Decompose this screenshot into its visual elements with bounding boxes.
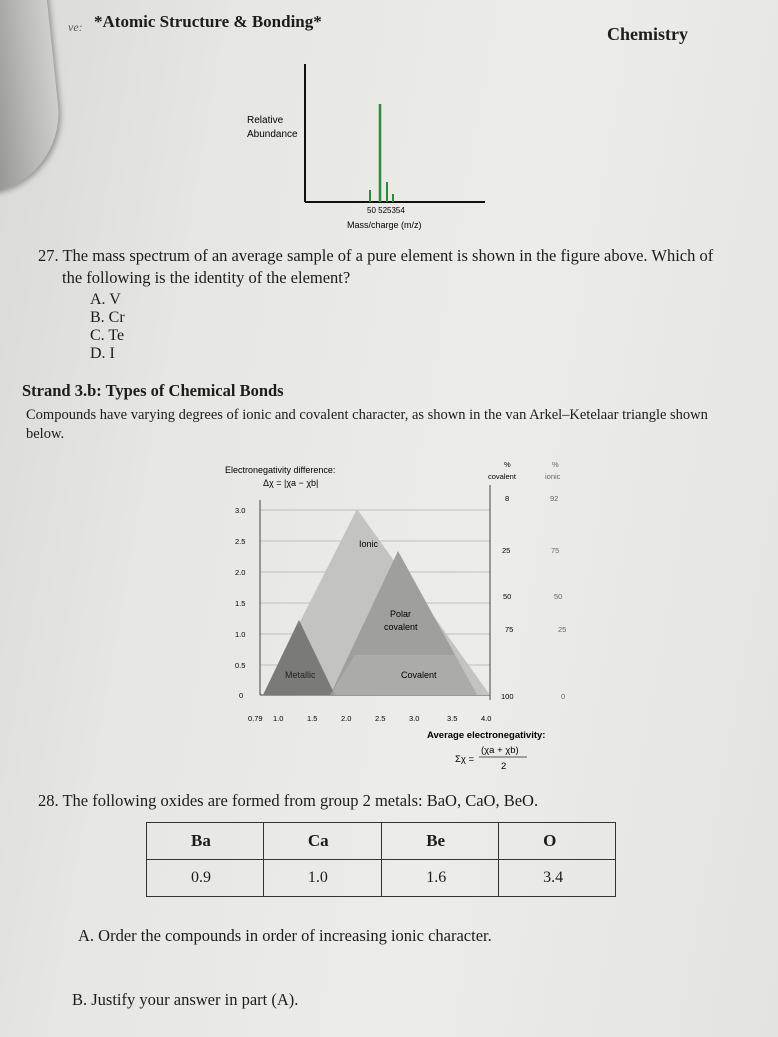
strand-heading: Strand 3.b: Types of Chemical Bonds xyxy=(22,381,284,400)
x-tick-0.79: 0.79 xyxy=(248,714,263,723)
label-polar-2: covalent xyxy=(384,622,418,632)
strand-intro: Compounds have varying degrees of ionic and covalent character, as shown in the van Arkel–Ketelaar triangle shown below. xyxy=(26,407,708,442)
label-metallic: Metallic xyxy=(285,670,316,680)
header-o: O xyxy=(499,823,616,860)
ionic-pct-50: 50 xyxy=(554,592,563,601)
covalent-pct-50: 50 xyxy=(503,592,512,601)
question-27-line-1: 27. The mass spectrum of an average sample of a pure element is shown in the figure above. Which of xyxy=(38,246,714,265)
option-d: D. I xyxy=(90,345,115,362)
header-be: Be xyxy=(382,823,499,860)
ionic-pct-92: 92 xyxy=(550,494,559,503)
y-tick-1.0: 1.0 xyxy=(235,630,246,639)
x-tick-1.5: 1.5 xyxy=(307,714,318,723)
y-tick-0.5: 0.5 xyxy=(235,661,246,670)
question-27-line-2: the following is the identity of the element? xyxy=(62,268,351,287)
question-27 xyxy=(38,245,738,289)
table-header-row xyxy=(147,823,616,860)
question-28-part-b: B. Justify your answer in part (A). xyxy=(72,990,299,1009)
covalent-pct-100: 100 xyxy=(501,692,514,701)
x-tick-3.5: 3.5 xyxy=(447,714,458,723)
y-tick-2.0: 2.0 xyxy=(235,568,246,577)
question-27-options xyxy=(90,291,125,363)
spectrum-y-label-2: Abundance xyxy=(247,129,298,140)
question-28-part-a: A. Order the compounds in order of increasing ionic character. xyxy=(78,926,492,945)
mass-spectrum-figure xyxy=(230,58,500,238)
covalent-pct-25: 25 xyxy=(502,546,511,555)
label-polar-1: Polar xyxy=(390,609,412,619)
x-tick-1.0: 1.0 xyxy=(273,714,284,723)
value-o: 3.4 xyxy=(499,860,616,897)
question-28: 28. The following oxides are formed from group 2 metals: BaO, CaO, BeO. xyxy=(38,791,539,810)
header-prefix: ve: xyxy=(68,20,83,34)
option-b: B. Cr xyxy=(90,309,125,326)
subject-label: Chemistry xyxy=(607,24,688,44)
ionic-header-2: ionic xyxy=(545,472,561,481)
ionic-header-1: % xyxy=(552,460,559,469)
covalent-header-2: covalent xyxy=(488,472,516,481)
ionic-pct-75: 75 xyxy=(551,546,560,555)
header-ba: Ba xyxy=(147,823,264,860)
x-formula-num: (χa + χb) xyxy=(481,745,519,756)
value-ca: 1.0 xyxy=(263,860,381,897)
ionic-pct-0: 0 xyxy=(561,692,566,701)
x-tick-3.0: 3.0 xyxy=(409,714,420,723)
triangle-y-formula: Δχ = |χa − χb| xyxy=(263,478,319,488)
covalent-pct-75: 75 xyxy=(505,625,514,634)
worksheet-title: *Atomic Structure & Bonding* xyxy=(94,12,322,31)
y-tick-1.5: 1.5 xyxy=(235,599,246,608)
triangle-y-title: Electronegativity difference: xyxy=(225,465,336,475)
value-be: 1.6 xyxy=(382,860,499,897)
label-covalent: Covalent xyxy=(401,670,437,680)
x-formula-lhs: Σχ = xyxy=(455,754,475,765)
y-tick-2.5: 2.5 xyxy=(235,537,246,546)
x-tick-2.5: 2.5 xyxy=(375,714,386,723)
triangle-x-title: Average electronegativity: xyxy=(427,730,546,741)
header-ca: Ca xyxy=(263,823,381,860)
label-ionic: Ionic xyxy=(359,539,379,549)
ionic-pct-25: 25 xyxy=(558,625,567,634)
covalent-pct-8: 8 xyxy=(505,494,510,503)
spectrum-tick-labels: 50 525354 xyxy=(367,206,405,215)
x-tick-2.0: 2.0 xyxy=(341,714,352,723)
van-arkel-ketelaar-triangle xyxy=(215,455,595,775)
option-c: C. Te xyxy=(90,327,125,344)
x-formula-den: 2 xyxy=(501,761,507,772)
y-tick-3.0: 3.0 xyxy=(235,506,246,515)
x-tick-4.0: 4.0 xyxy=(481,714,492,723)
value-ba: 0.9 xyxy=(147,860,264,897)
spectrum-x-label: Mass/charge (m/z) xyxy=(347,220,422,230)
option-a: A. V xyxy=(90,291,121,308)
table-value-row xyxy=(147,860,616,897)
electronegativity-table xyxy=(146,822,616,897)
y-tick-0: 0 xyxy=(239,691,244,700)
spectrum-y-label-1: Relative xyxy=(247,115,284,126)
covalent-header-1: % xyxy=(504,460,511,469)
